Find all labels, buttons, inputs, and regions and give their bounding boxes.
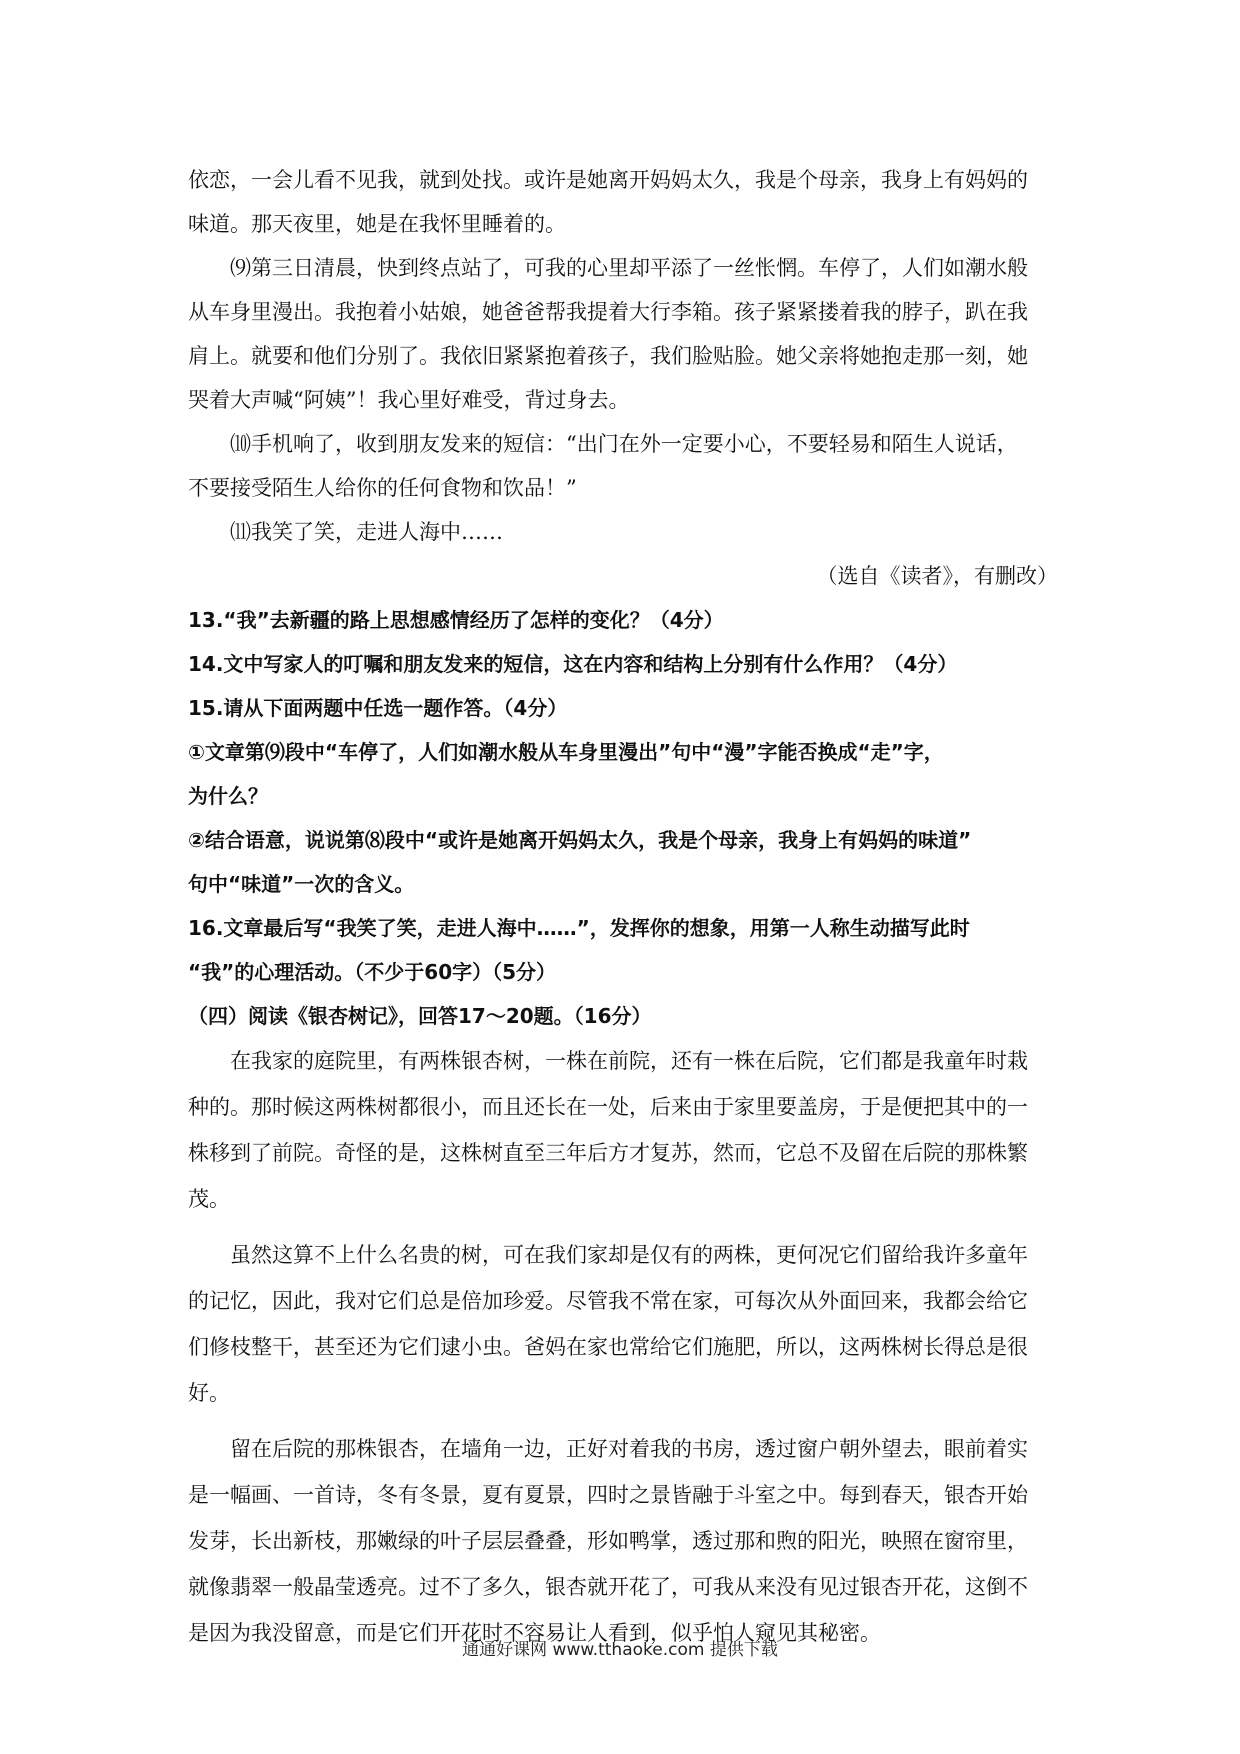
- ginkgo-paragraph-2: [188, 1232, 1058, 1416]
- paragraph-11: ⑾我笑了笑，走进人海中……: [230, 520, 503, 544]
- source-citation: （选自《读者》，有删改）: [816, 564, 1058, 588]
- text-line: ①文章第⑼段中“车停了，人们如潮水般从车身里漫出”句中“漫”字能否换成“走”字，: [188, 740, 944, 764]
- text-line: 哭着大声喊“阿姨”！我心里好难受，背过身去。: [188, 388, 630, 412]
- text-line: “我”的心理活动。（不少于60字）（5分）: [188, 960, 557, 984]
- text-line: ⑼第三日清晨，快到终点站了，可我的心里却平添了一丝怅惘。车停了，人们如潮水般: [230, 256, 1028, 280]
- section-4-heading: （四）阅读《银杏树记》，回答17～20题。（16分）: [188, 1004, 652, 1028]
- text-line: 不要接受陌生人给你的任何食物和饮品！”: [188, 476, 577, 500]
- ginkgo-passage: [188, 1038, 1058, 1656]
- question-15-option-1: [188, 730, 1058, 818]
- text-line: 是因为我没留意，而是它们开花时不容易让人看到，似乎怕人窥见其秘密。: [188, 1621, 881, 1645]
- text-line: 从车身里漫出。我抱着小姑娘，她爸爸帮我提着大行李箱。孩子紧紧搂着我的脖子，趴在我: [188, 300, 1028, 324]
- text-line: 好。: [188, 1381, 230, 1405]
- question-13: 13.“我”去新疆的路上思想感情经历了怎样的变化？（4分）: [188, 608, 724, 632]
- text-line: ⑽手机响了，收到朋友发来的短信：“出门在外一定要小心，不要轻易和陌生人说话，: [230, 432, 1018, 456]
- text-line: 们修枝整干，甚至还为它们逮小虫。爸妈在家也常给它们施肥，所以，这两株树长得总是很: [188, 1335, 1028, 1359]
- text-line: 种的。那时候这两株树都很小，而且还长在一处，后来由于家里要盖房，于是便把其中的一: [188, 1095, 1028, 1119]
- page-footer: 通通好课网 www.tthaoke.com 提供下载: [462, 1640, 778, 1660]
- ginkgo-paragraph-1: [188, 1038, 1058, 1222]
- question-15-option-2: [188, 818, 1058, 906]
- document-body: [188, 158, 1058, 1656]
- text-line: 株移到了前院。奇怪的是，这株树直至三年后方才复苏，然而，它总不及留在后院的那株繁: [188, 1141, 1028, 1165]
- text-line: 的记忆，因此，我对它们总是倍加珍爱。尽管我不常在家，可每次从外面回来，我都会给它: [188, 1289, 1028, 1313]
- text-line: ②结合语意，说说第⑻段中“或许是她离开妈妈太久，我是个母亲，我身上有妈妈的味道”: [188, 828, 972, 852]
- paragraph-10: [188, 422, 1058, 510]
- ginkgo-paragraph-3: [188, 1426, 1058, 1656]
- text-line: 虽然这算不上什么名贵的树，可在我们家却是仅有的两株，更何况它们留给我许多童年: [230, 1243, 1028, 1267]
- paragraph-8-tail: [188, 158, 1058, 246]
- text-line: 16.文章最后写“我笑了笑，走进人海中……”，发挥你的想象，用第一人称生动描写此时: [188, 916, 970, 940]
- text-line: 句中“味道”一次的含义。: [188, 872, 415, 896]
- text-line: 肩上。就要和他们分别了。我依旧紧紧抱着孩子，我们脸贴脸。她父亲将她抱走那一刻，她: [188, 344, 1028, 368]
- text-line: 是一幅画、一首诗，冬有冬景，夏有夏景，四时之景皆融于斗室之中。每到春天，银杏开始: [188, 1483, 1028, 1507]
- text-line: 味道。那天夜里，她是在我怀里睡着的。: [188, 212, 566, 236]
- text-line: 茂。: [188, 1187, 230, 1211]
- text-line: 为什么？: [188, 784, 268, 808]
- question-15: 15.请从下面两题中任选一题作答。（4分）: [188, 696, 568, 720]
- question-14: 14.文中写家人的叮嘱和朋友发来的短信，这在内容和结构上分别有什么作用？（4分）: [188, 652, 958, 676]
- question-16: [188, 906, 1058, 994]
- paragraph-9: [188, 246, 1058, 422]
- text-line: 就像翡翠一般晶莹透亮。过不了多久，银杏就开花了，可我从来没有见过银杏开花，这倒不: [188, 1575, 1028, 1599]
- text-line: 留在后院的那株银杏，在墙角一边，正好对着我的书房，透过窗户朝外望去，眼前着实: [230, 1437, 1028, 1461]
- text-line: 发芽，长出新枝，那嫩绿的叶子层层叠叠，形如鸭掌，透过那和煦的阳光，映照在窗帘里，: [188, 1529, 1028, 1553]
- text-line: 依恋，一会儿看不见我，就到处找。或许是她离开妈妈太久，我是个母亲，我身上有妈妈的: [188, 168, 1028, 192]
- text-line: 在我家的庭院里，有两株银杏树，一株在前院，还有一株在后院，它们都是我童年时栽: [230, 1049, 1028, 1073]
